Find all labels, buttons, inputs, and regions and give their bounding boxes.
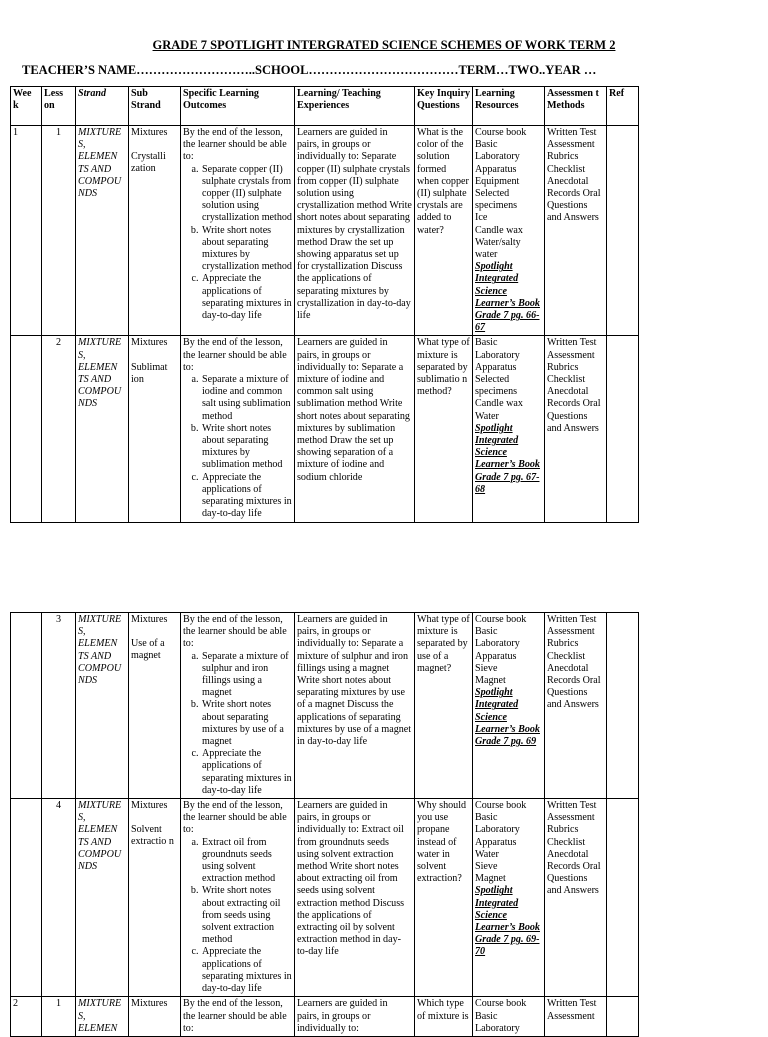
ref-cell <box>607 997 639 1037</box>
outcome-item: b. Write short notes about extracting oil from seeds using solvent extraction method <box>201 885 292 946</box>
table-body-page-1 <box>11 126 639 523</box>
sub-strand-topic: Solvent extractio n <box>131 824 174 848</box>
lesson-cell: 3 <box>42 613 76 799</box>
lesson-cell: 4 <box>42 799 76 997</box>
outcomes-intro: By the end of the lesson, the learner should be able to: <box>183 127 287 163</box>
week-cell <box>11 613 42 799</box>
table-row <box>11 126 639 336</box>
inquiry-question-cell: What is the color of the solution formed when copper (II) sulphate crystals are added to water? <box>415 126 473 336</box>
outcome-item: c. Appreciate the applications of separating mixtures in day-to-day life <box>201 946 292 995</box>
teaching-experiences-cell: Learners are guided in pairs, in groups or individually to: <box>295 997 415 1037</box>
teaching-experiences-cell: Learners are guided in pairs, in groups or individually to: Separate a mixture of iodine and common salt using sublimation method Write short notes about separating mixtures by sublimation method Draw the set up showing separation of a mixture of iodine and sodium chloride <box>295 336 415 522</box>
sub-strand-main: Mixtures <box>131 614 168 625</box>
outcome-item: c. Appreciate the applications of separating mixtures in day-to-day life <box>201 748 292 797</box>
spacer <box>131 626 178 638</box>
scheme-table-page-2 <box>10 612 639 1037</box>
week-cell <box>11 336 42 522</box>
inquiry-question-cell: What type of mixture is separated by sublimatio n method? <box>415 336 473 522</box>
resource-item: Magnet <box>475 675 506 687</box>
resource-item: Ice <box>475 212 488 224</box>
sub-strand-cell <box>129 997 181 1037</box>
teacher-school-term-line: TEACHER’S NAME………………………..SCHOOL………………………………TERM…TWO..YEAR … <box>22 63 597 77</box>
ref-cell <box>607 799 639 997</box>
strand-cell: MIXTURE S, ELEMEN TS AND COMPOU NDS <box>76 799 129 997</box>
learning-outcomes-cell <box>181 799 295 997</box>
resource-item: Basic Laboratory Apparatus <box>475 626 520 662</box>
column-header-assessment-methods: Assessmen t Methods <box>545 87 607 126</box>
outcome-item: a. Separate a mixture of sulphur and iron fillings using a magnet <box>201 651 292 700</box>
resource-item: Water <box>475 848 499 860</box>
outcomes-list <box>183 651 292 797</box>
lesson-cell: 2 <box>42 336 76 522</box>
column-header-ref: Ref <box>607 87 639 126</box>
table-row <box>11 613 639 799</box>
inquiry-question-cell: What type of mixture is separated by use of a magnet? <box>415 613 473 799</box>
strand-cell: MIXTURE S, ELEMEN <box>76 997 129 1037</box>
spacer <box>131 812 178 824</box>
learning-resources-cell <box>473 126 545 336</box>
outcomes-intro: By the end of the lesson, the learner should be able to: <box>183 337 287 373</box>
column-header-inquiry-questions: Key Inquiry Questions <box>415 87 473 126</box>
table-row <box>11 799 639 997</box>
outcomes-intro: By the end of the lesson, the learner should be able to: <box>183 800 287 836</box>
learning-resources-cell <box>473 336 545 522</box>
learning-outcomes-cell <box>181 613 295 799</box>
outcome-item: b. Write short notes about separating mixtures by sublimation method <box>201 423 292 472</box>
sub-strand-cell <box>129 613 181 799</box>
spacer <box>131 350 178 362</box>
sub-strand-cell <box>129 799 181 997</box>
sub-strand-topic: Crystalli zation <box>131 151 166 175</box>
outcome-item: b. Write short notes about separating mixtures by crystallization method <box>201 225 292 274</box>
sub-strand-cell <box>129 126 181 336</box>
sub-strand-topic: Sublimat ion <box>131 361 168 385</box>
resource-item: Basic Laboratory Apparatus <box>475 139 520 175</box>
resource-item: Selected specimens <box>475 374 518 398</box>
resource-item: Equipment <box>475 175 520 187</box>
column-header-learning-resources: Learning Resources <box>473 87 545 126</box>
course-book-reference: Spotlight Integrated Science Learner’s Book Grade 7 pg. 69-70 <box>475 885 540 958</box>
assessment-methods-cell: Written Test Assessment Rubrics Checklist Anecdotal Records Oral Questions and Answers <box>545 336 607 522</box>
spacer <box>131 1011 178 1023</box>
column-header-learning-outcomes: Specific Learning Outcomes <box>181 87 295 126</box>
table-body-page-2 <box>11 613 639 1037</box>
outcomes-intro: By the end of the lesson, the learner should be able to: <box>183 998 287 1034</box>
outcome-item: b. Write short notes about separating mixtures by use of a magnet <box>201 699 292 748</box>
resource-item: Water/salty water <box>475 236 521 261</box>
resource-item: Candle wax <box>475 224 523 236</box>
outcomes-list <box>183 164 292 323</box>
resource-item: Basic Laboratory Apparatus <box>475 812 520 848</box>
sub-strand-main: Mixtures <box>131 800 168 812</box>
learning-resources-cell <box>473 997 545 1037</box>
learning-outcomes-cell <box>181 997 295 1037</box>
table-row <box>11 997 639 1037</box>
resource-item: Basic Laboratory Apparatus <box>475 337 520 373</box>
inquiry-question-cell: Which type of mixture is <box>415 997 473 1037</box>
outcome-item: a. Extract oil from groundnuts seeds using solvent extraction method <box>201 837 292 886</box>
inquiry-question-cell: Why should you use propane instead of water in solvent extraction? <box>415 799 473 997</box>
resource-item: Course book <box>475 800 527 812</box>
outcome-item: a. Separate a mixture of iodine and common salt using sublimation method <box>201 374 292 423</box>
column-header-sub-strand: Sub Strand <box>129 87 181 126</box>
ref-cell <box>607 126 639 336</box>
strand-cell: MIXTURE S, ELEMEN TS AND COMPOU NDS <box>76 336 129 522</box>
outcomes-intro: By the end of the lesson, the learner should be able to: <box>183 614 287 650</box>
spacer <box>131 139 178 151</box>
sub-strand-main: Mixtures <box>131 337 168 349</box>
outcome-item: c. Appreciate the applications of separating mixtures in day-to-day life <box>201 273 292 322</box>
assessment-methods-cell: Written Test Assessment Rubrics Checklist Anecdotal Records Oral Questions and Answers <box>545 126 607 336</box>
resource-item: Basic Laboratory <box>475 1010 520 1034</box>
learning-resources-cell <box>473 613 545 799</box>
outcomes-list <box>183 374 292 520</box>
learning-resources-cell <box>473 799 545 997</box>
assessment-methods-cell: Written Test Assessment Rubrics Checklist Anecdotal Records Oral Questions and Answers <box>545 799 607 997</box>
learning-outcomes-cell <box>181 336 295 522</box>
table-header-row <box>11 87 639 126</box>
strand-cell: MIXTURE S, ELEMEN TS AND COMPOU NDS <box>76 126 129 336</box>
week-cell <box>11 799 42 997</box>
resource-item: Course book <box>475 998 527 1010</box>
ref-cell <box>607 613 639 799</box>
sub-strand-main: Mixtures <box>131 127 168 138</box>
course-book-reference: Spotlight Integrated Science Learner’s Book Grade 7 pg. 66-67 <box>475 261 540 334</box>
column-header-strand: Strand <box>76 87 129 126</box>
course-book-reference: Spotlight Integrated Science Learner’s Book Grade 7 pg. 69 <box>475 687 540 748</box>
resource-item: Sieve <box>475 662 498 674</box>
sub-strand-main: Mixtures <box>131 998 168 1010</box>
sub-strand-topic: Use of a magnet <box>131 638 165 662</box>
resource-item: Sieve <box>475 861 498 873</box>
scheme-table-page-1 <box>10 86 639 523</box>
resource-item: Selected specimens <box>475 188 518 212</box>
outcome-item: c. Appreciate the applications of separating mixtures in day-to-day life <box>201 472 292 521</box>
lesson-cell: 1 <box>42 997 76 1037</box>
week-cell: 1 <box>11 126 42 336</box>
resource-item: Course book <box>475 614 527 625</box>
outcomes-list <box>183 837 292 996</box>
course-book-reference: Spotlight Integrated Science Learner’s Book Grade 7 pg. 67-68 <box>475 422 540 495</box>
ref-cell <box>607 336 639 522</box>
assessment-methods-cell: Written Test Assessment Rubrics Checklist Anecdotal Records Oral Questions and Answers <box>545 613 607 799</box>
strand-cell: MIXTURE S, ELEMEN TS AND COMPOU NDS <box>76 613 129 799</box>
learning-outcomes-cell <box>181 126 295 336</box>
resource-item: Magnet <box>475 873 506 885</box>
table-row <box>11 336 639 522</box>
column-header-week: Wee k <box>11 87 42 126</box>
teaching-experiences-cell: Learners are guided in pairs, in groups or individually to: Extract oil from groundnuts seeds using solvent extraction method Write short notes about extracting oil from seeds using solvent extraction method Discuss the applications of extracting oil by solvent extraction method in day-to-day life <box>295 799 415 997</box>
week-cell: 2 <box>11 997 42 1037</box>
resource-item: Course book <box>475 127 527 138</box>
outcome-item: a. Separate copper (II) sulphate crystals from copper (II) sulphate solution using crystallization method <box>201 164 292 225</box>
document-title: GRADE 7 SPOTLIGHT INTERGRATED SCIENCE SCHEMES OF WORK TERM 2 <box>152 38 616 52</box>
teaching-experiences-cell: Learners are guided in pairs, in groups or individually to: Separate a mixture of sulphur and iron fillings using a magnet Write short notes about separating mixtures by use of a magnet Discuss the applications of separating mixtures by use of a magnet in day-to-day life <box>295 613 415 799</box>
column-header-teaching-experiences: Learning/ Teaching Experiences <box>295 87 415 126</box>
resource-item: Water <box>475 410 499 422</box>
sub-strand-cell <box>129 336 181 522</box>
column-header-lesson: Less on <box>42 87 76 126</box>
lesson-cell: 1 <box>42 126 76 336</box>
resource-item: Candle wax <box>475 398 523 410</box>
teaching-experiences-cell: Learners are guided in pairs, in groups or individually to: Separate copper (II) sulphate crystals from copper (II) sulphate solution using crystallization method Write short notes about separating mixtures by crystallization method Draw the set up showing apparatus set up for crystallization Discuss the applications of separating mixtures by crystallization in day-to-day life <box>295 126 415 336</box>
assessment-methods-cell: Written Test Assessment <box>545 997 607 1037</box>
